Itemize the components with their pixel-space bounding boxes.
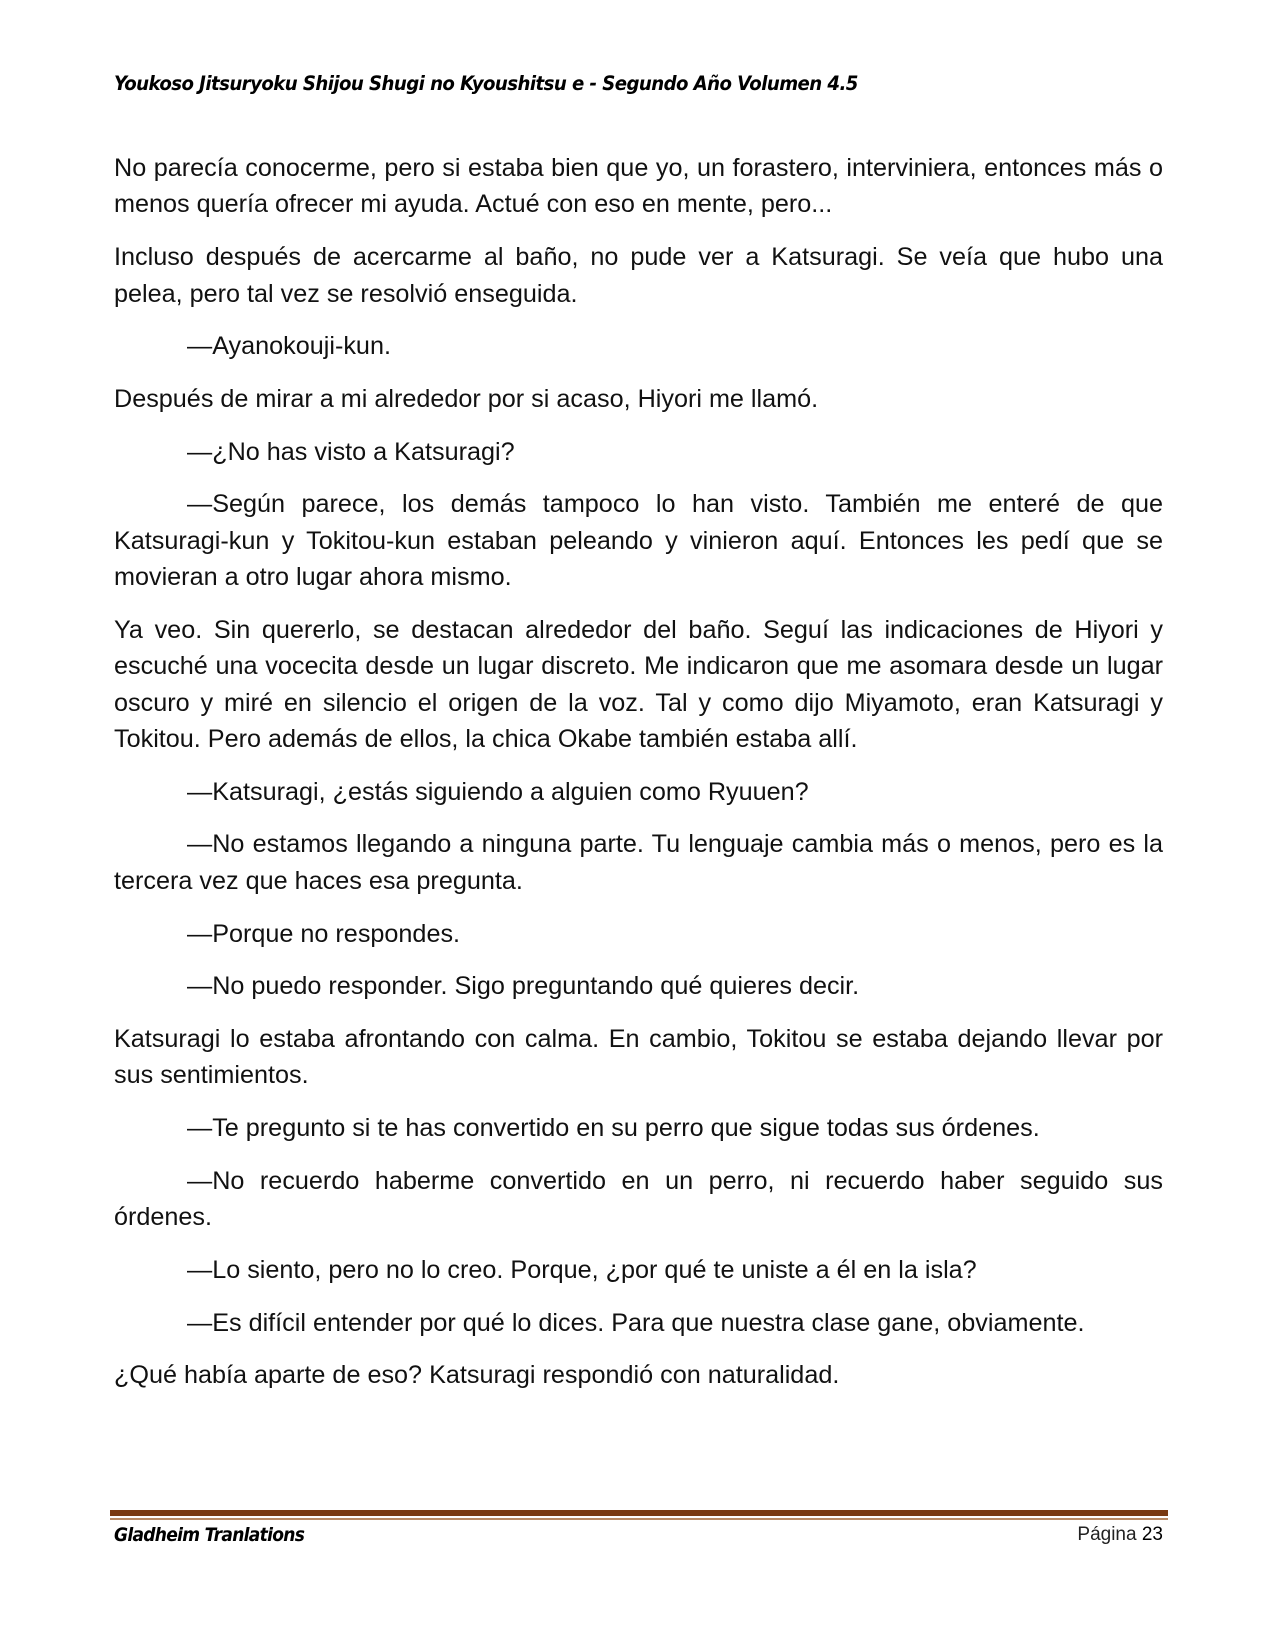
- dialogue-line: —Según parece, los demás tampoco lo han visto. También me enteré de que Katsuragi-kun y Tokitou-kun estaban peleando y vinieron aquí. Entonces les pedí que se movieran a otro lugar ahora mismo.: [114, 490, 1163, 592]
- paragraph: Ya veo. Sin quererlo, se destacan alrededor del baño. Seguí las indicaciones de Hiyori y escuché una vocecita desde un lugar discreto. Me indicaron que me asomara desde un lugar oscuro y miré en silencio el origen de la voz. Tal y como dijo Miyamoto, eran Katsuragi y Tokitou. Pero además de ellos, la chica Okabe también estaba allí.: [114, 615, 1163, 754]
- dialogue-line: —Porque no respondes.: [187, 919, 461, 948]
- dialogue-line: —No recuerdo haberme convertido en un perro, ni recuerdo haber seguido sus órdenes.: [114, 1166, 1163, 1232]
- footer-divider: [110, 1510, 1168, 1520]
- paragraph: No parecía conocerme, pero si estaba bien que yo, un forastero, interviniera, entonces más o menos quería ofrecer mi ayuda. Actué con eso en mente, pero...: [114, 154, 1163, 219]
- divider-thin-line: [110, 1518, 1168, 1520]
- footer-publisher: Gladheim Tranlations: [114, 1524, 305, 1546]
- dialogue-line: —¿No has visto a Katsuragi?: [187, 437, 515, 466]
- paragraph: ¿Qué había aparte de eso? Katsuragi respondió con naturalidad.: [114, 1361, 840, 1390]
- dialogue-line: —Katsuragi, ¿estás siguiendo a alguien como Ryuuen?: [187, 777, 809, 806]
- page-number: 23: [1141, 1524, 1163, 1545]
- dialogue-line: —No estamos llegando a ninguna parte. Tu lenguaje cambia más o menos, pero es la tercera vez que haces esa pregunta.: [114, 830, 1163, 895]
- dialogue-line: —Ayanokouji-kun.: [187, 332, 391, 361]
- dialogue-line: —Lo siento, pero no lo creo. Porque, ¿por qué te uniste a él en la isla?: [187, 1255, 977, 1284]
- dialogue-line: —Te pregunto si te has convertido en su perro que sigue todas sus órdenes.: [187, 1114, 1040, 1143]
- body-text: [114, 150, 1163, 1410]
- paragraph: Incluso después de acercarme al baño, no pude ver a Katsuragi. Se veía que hubo una pelea, pero tal vez se resolvió enseguida.: [114, 243, 1163, 308]
- dialogue-line: —Es difícil entender por qué lo dices. Para que nuestra clase gane, obviamente.: [187, 1308, 1085, 1337]
- paragraph: Después de mirar a mi alrededor por si acaso, Hiyori me llamó.: [114, 384, 819, 413]
- running-header-title: Youkoso Jitsuryoku Shijou Shugi no Kyoushitsu e - Segundo Año Volumen 4.5: [114, 72, 858, 95]
- paragraph: Katsuragi lo estaba afrontando con calma. En cambio, Tokitou se estaba dejando llevar por sus sentimientos.: [114, 1024, 1163, 1090]
- page-label: Página: [1077, 1524, 1137, 1545]
- footer-page-number: [1077, 1524, 1163, 1546]
- dialogue-line: —No puedo responder. Sigo preguntando qué quieres decir.: [187, 972, 860, 1001]
